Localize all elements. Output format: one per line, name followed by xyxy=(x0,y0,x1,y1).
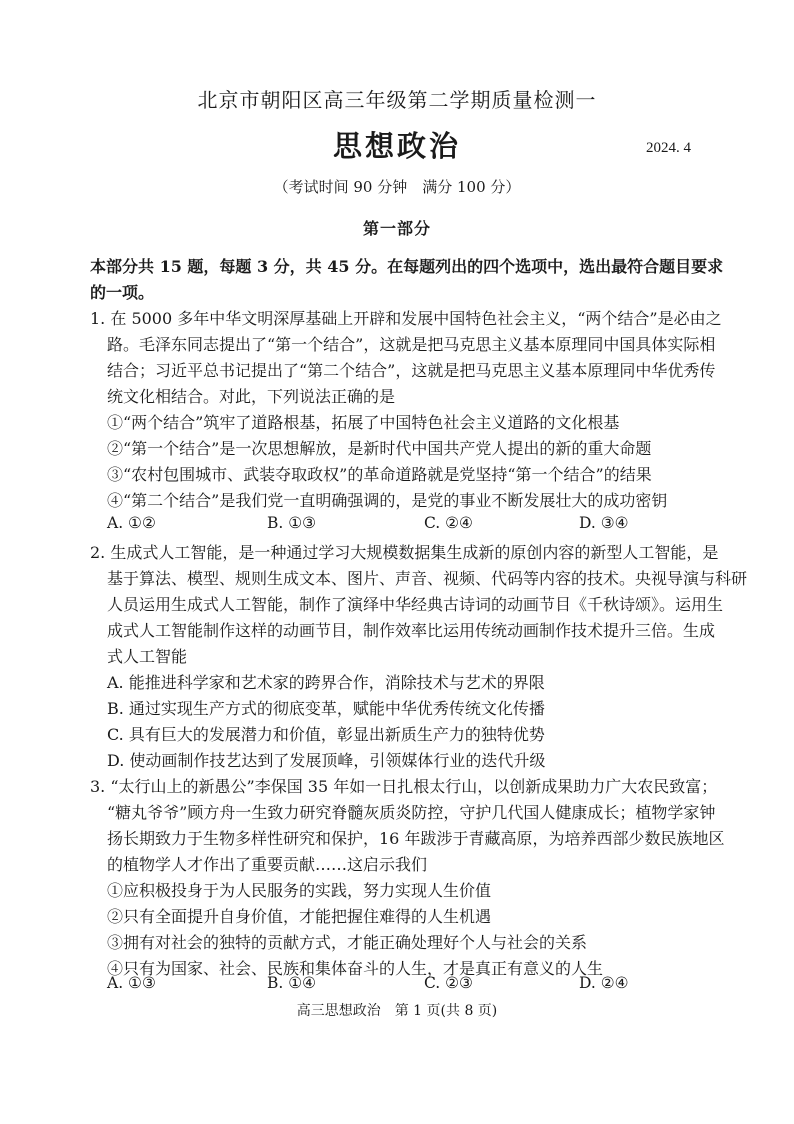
choice-b: B. ①③ xyxy=(267,514,317,532)
question-2-option: C. 具有巨大的发展潜力和价值，彰显出新质生产力的独特优势 xyxy=(107,725,545,744)
question-1-stem: 结合；习近平总书记提出了“第二个结合”，这就是把马克思主义基本原理同中华优秀传 xyxy=(107,361,716,380)
choice-b: B. ①④ xyxy=(267,974,317,992)
choice-c: C. ②④ xyxy=(424,514,473,532)
choice-d: D. ②④ xyxy=(579,974,629,992)
question-3-stem: 扬长期致力于生物多样性研究和保护，16 年跋涉于青藏高原，为培养西部少数民族地区 xyxy=(107,829,725,848)
subject-title: 思想政治 xyxy=(332,129,461,163)
question-1-statement: ①“两个结合”筑牢了道路根基，拓展了中国特色社会主义道路的文化根基 xyxy=(107,413,620,432)
question-3-statement: ④只有为国家、社会、民族和集体奋斗的人生，才是真正有意义的人生 xyxy=(107,959,604,978)
question-2-stem: 式人工智能 xyxy=(107,647,188,666)
question-1-statement: ②“第一个结合”是一次思想解放，是新时代中国共产党人提出的新的重大命题 xyxy=(107,439,652,458)
question-3-statement: ①应积极投身于为人民服务的实践，努力实现人生价值 xyxy=(107,881,492,900)
question-1-stem: 统文化相结合。对此，下列说法正确的是 xyxy=(107,387,396,406)
question-3-statement: ②只有全面提升自身价值，才能把握住难得的人生机遇 xyxy=(107,907,492,926)
question-1-stem: 路。毛泽东同志提出了“第一个结合”，这就是把马克思主义基本原理同中国具体实际相 xyxy=(107,335,716,354)
part-intro-line: 的一项。 xyxy=(90,283,155,302)
question-1-stem: 1. 在 5000 多年中华文明深厚基础上开辟和发展中国特色社会主义，“两个结合”是必由之 xyxy=(90,309,722,328)
page-footer: 高三思想政治 第 1 页(共 8 页) xyxy=(296,1003,498,1019)
question-2-stem: 成式人工智能制作这样的动画节目，制作效率比运用传统动画制作技术提升三倍。生成 xyxy=(107,621,716,640)
part-intro-line: 本部分共 15 题，每题 3 分，共 45 分。在每题列出的四个选项中，选出最符合题目要求 xyxy=(90,257,724,276)
question-2-stem: 2. 生成式人工智能，是一种通过学习大规模数据集生成新的原创内容的新型人工智能，是 xyxy=(90,543,719,562)
question-2-stem: 人员运用生成式人工智能，制作了演绎中华经典古诗词的动画节目《千秋诗颂》。运用生 xyxy=(107,595,724,614)
part-title: 第一部分 xyxy=(362,219,431,238)
question-3-statement: ③拥有对社会的独特的贡献方式，才能正确处理好个人与社会的关系 xyxy=(107,933,588,952)
choice-d: D. ③④ xyxy=(579,514,629,532)
exam-date: 2024. 4 xyxy=(646,140,691,156)
question-2-option: A. 能推进科学家和艺术家的跨界合作，消除技术与艺术的界限 xyxy=(107,673,545,692)
question-3-stem: 3. “太行山上的新愚公”李保国 35 年如一日扎根太行山，以创新成果助力广大农民致富； xyxy=(90,777,718,796)
exam-title: 北京市朝阳区高三年级第二学期质量检测一 xyxy=(197,88,597,112)
choice-c: C. ②③ xyxy=(424,974,473,992)
choice-a: A. ①③ xyxy=(107,974,156,992)
question-2-stem: 基于算法、模型、规则生成文本、图片、声音、视频、代码等内容的技术。央视导演与科研 xyxy=(107,569,748,588)
question-1-statement: ④“第二个结合”是我们党一直明确强调的，是党的事业不断发展壮大的成功密钥 xyxy=(107,491,668,510)
question-1-statement: ③“农村包围城市、武装夺取政权”的革命道路就是党坚持“第一个结合”的结果 xyxy=(107,465,652,484)
choice-a: A. ①② xyxy=(107,514,156,532)
question-3-stem: 的植物学人才作出了重要贡献……这启示我们 xyxy=(107,855,428,874)
question-3-stem: “糖丸爷爷”顾方舟一生致力研究脊髓灰质炎防控，守护几代国人健康成长；植物学家钟 xyxy=(107,803,716,822)
exam-duration-score: （考试时间 90 分钟 满分 100 分） xyxy=(273,178,521,196)
question-2-option: D. 使动画制作技艺达到了发展顶峰，引领媒体行业的迭代升级 xyxy=(107,751,546,770)
question-2-option: B. 通过实现生产方式的彻底变革，赋能中华优秀传统文化传播 xyxy=(107,699,545,718)
